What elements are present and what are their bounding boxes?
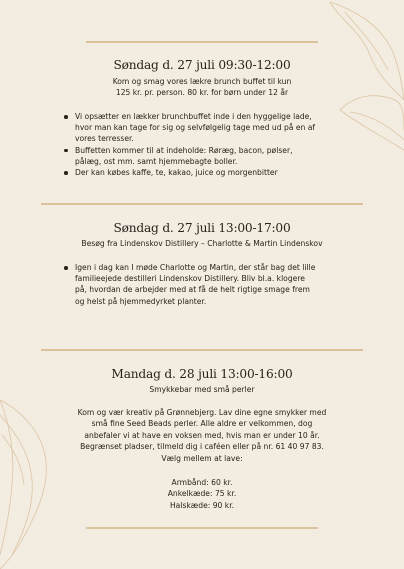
section-2-heading: Søndag d. 27 juli 13:00-17:00 bbox=[113, 221, 291, 235]
section-3-intro-line: Smykkebar med små perler bbox=[149, 385, 255, 394]
list-item: Vi opsætter en lækker brunchbuffet inde i den hyggelige lade, hvor man kan tage for sig og selvfølgelig tage med ud på en af vores terresser. bbox=[62, 111, 372, 145]
section-3-price-list bbox=[40, 477, 364, 511]
section-1-heading: Søndag d. 27 juli 09:30-12:00 bbox=[113, 58, 291, 72]
section-2-intro-line: Besøg fra Lindenskov Distillery – Charlotte & Martin Lindenskov bbox=[81, 239, 323, 248]
section-3-body: Kom og vær kreativ på Grønnebjerg. Lav dine egne smykker med små fine Seed Beads perler. Alle aldre er velkommen, dog anbefaler vi at have en voksen med, hvis man er under 10 år. Begrænset pladser, tilmeld dig i caféen eller på nr. 61 40 97 83. Vælg mellem at lave: bbox=[77, 408, 327, 463]
price-item: Halskæde: 90 kr. bbox=[169, 500, 235, 510]
price-item: Ankelkæde: 75 kr. bbox=[167, 489, 237, 499]
section-1-intro-line-1: Kom og smag vores lækre brunch buffet til kun bbox=[112, 77, 292, 86]
divider-1 bbox=[41, 203, 363, 205]
section-2-bullet-list bbox=[62, 262, 372, 307]
section-3-heading: Mandag d. 28 juli 13:00-16:00 bbox=[111, 367, 293, 381]
list-item: Der kan købes kaffe, te, kakao, juice og morgenbitter bbox=[62, 167, 372, 178]
price-item: Armbånd: 60 kr. bbox=[171, 478, 233, 487]
divider-2 bbox=[41, 349, 363, 351]
section-1-intro-line-2: 125 kr. pr. person. 80 kr. for børn under 12 år bbox=[115, 88, 289, 97]
section-1-bullet-list bbox=[62, 111, 372, 178]
list-item: Igen i dag kan I møde Charlotte og Martin, der står bag det lille familieejede destilleri Lindenskov Distillery. Bliv bl.a. klogere på, hvordan de arbejder med at få de helt rigtige smage frem og helst på hjemmedyrket planter. bbox=[62, 262, 372, 307]
list-item: Buffetten kommer til at indeholde: Røræg, bacon, pølser, pålæg, ost mm. samt hjemmebagte boller. bbox=[62, 145, 372, 167]
divider-top bbox=[86, 41, 318, 43]
divider-bottom bbox=[86, 527, 318, 529]
